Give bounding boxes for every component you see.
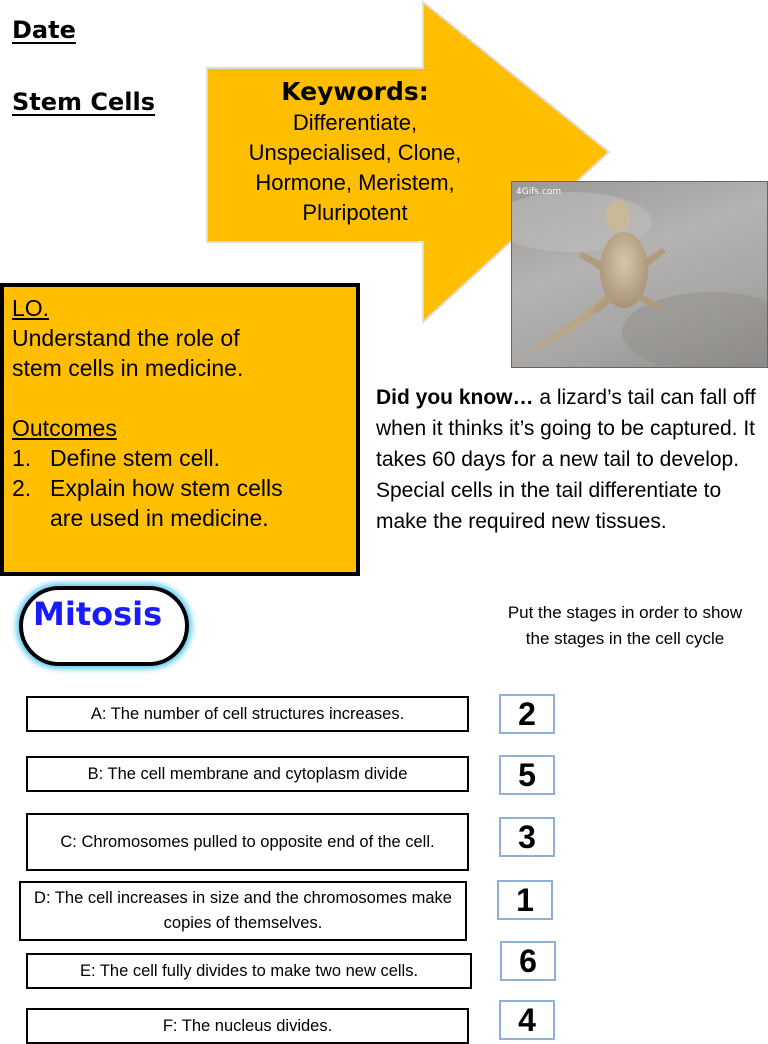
did-you-know-paragraph — [376, 382, 761, 537]
lizard-photo — [511, 181, 768, 368]
stage-order-box-c[interactable]: 3 — [499, 817, 555, 857]
lo-heading: LO. — [12, 295, 50, 321]
keyword-line: Differentiate, — [292, 110, 418, 135]
stage-order-box-f[interactable]: 4 — [499, 1000, 555, 1040]
lizard-illustration — [512, 182, 768, 368]
lo-text-line: Understand the role of — [12, 325, 240, 351]
stage-order-box-b[interactable]: 5 — [499, 755, 555, 795]
learning-objectives-box — [0, 283, 360, 576]
outcome-item — [12, 443, 350, 473]
mitosis-label-pill — [19, 586, 189, 666]
keywords-block — [210, 76, 500, 228]
date-heading: Date — [12, 16, 76, 44]
outcome-item-continued — [12, 503, 350, 533]
stage-card-e[interactable]: E: The cell fully divides to make two new cells. — [26, 953, 472, 989]
stage-card-f[interactable]: F: The nucleus divides. — [26, 1008, 469, 1044]
image-watermark: 4Gifs.com — [516, 187, 562, 197]
stage-order-box-e[interactable]: 6 — [500, 941, 556, 981]
lo-text-line: stem cells in medicine. — [12, 355, 244, 381]
outcome-text: Explain how stem cells — [50, 475, 283, 501]
did-you-know-lead: Did you know… — [376, 386, 534, 409]
ordering-instructions: Put the stages in order to show the stages in the cell cycle — [507, 603, 743, 648]
outcomes-heading: Outcomes — [12, 415, 117, 441]
did-you-know-body: a lizard’s tail can fall off when it thinks it’s going to be captured. It takes 60 days for a new tail to develop. Special cells in the tail differentiate to make the required new tissues. — [376, 386, 756, 533]
keyword-line: Unspecialised, Clone, — [248, 140, 462, 165]
keyword-line: Pluripotent — [302, 200, 408, 225]
stage-card-b[interactable]: B: The cell membrane and cytoplasm divide — [26, 756, 469, 792]
keywords-title: Keywords: — [281, 77, 429, 106]
keyword-line: Hormone, Meristem, — [255, 170, 455, 195]
mitosis-label: Mitosis — [33, 595, 163, 633]
outcome-text: Define stem cell. — [50, 445, 221, 471]
outcome-text: are used in medicine. — [50, 505, 269, 531]
outcome-number: 2. — [12, 475, 32, 501]
outcome-number: 1. — [12, 445, 32, 471]
page-title: Stem Cells — [12, 88, 156, 116]
stage-order-box-d[interactable]: 1 — [497, 880, 553, 920]
stage-card-d[interactable]: D: The cell increases in size and the chromosomes make copies of themselves. — [19, 881, 467, 941]
stage-order-box-a[interactable]: 2 — [499, 694, 555, 734]
outcome-item — [12, 473, 350, 503]
stage-card-a[interactable]: A: The number of cell structures increases. — [26, 696, 469, 732]
stage-card-c[interactable]: C: Chromosomes pulled to opposite end of the cell. — [26, 813, 469, 871]
